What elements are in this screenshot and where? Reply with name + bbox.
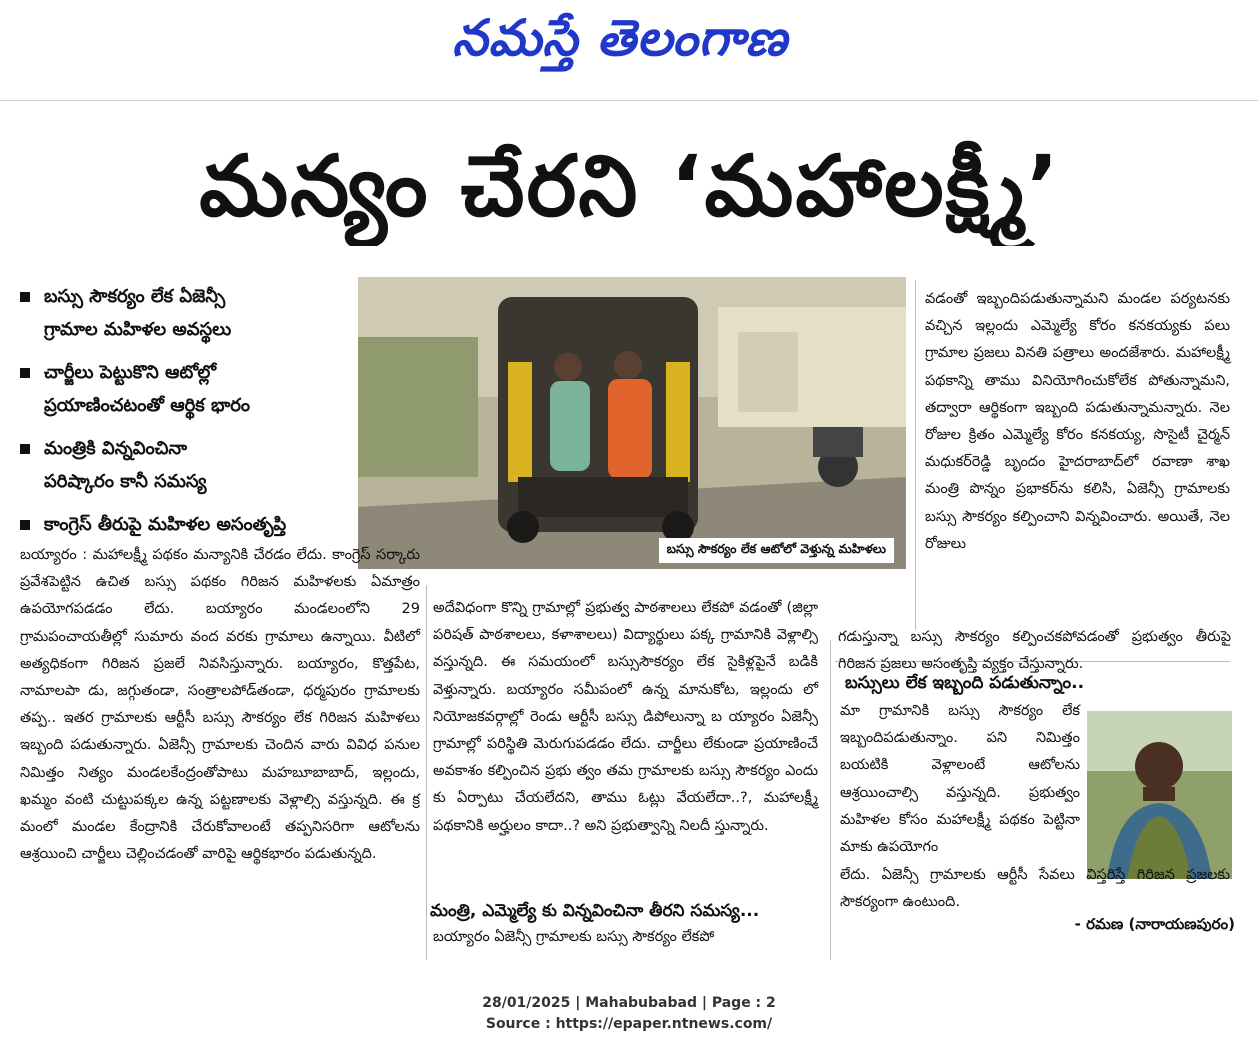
bullet-square-icon [20,368,30,378]
article-text: మా గ్రామానికి బస్సు సౌకర్యం లేక ఇబ్బందిపడుతున్నాం. పని నిమిత్తం బయటికి వెళ్లాలంటే ఆటోలను ఆశ్రయించాల్సి వస్తున్నది. ప్రభుత్వం మహిళల కోసం మహాలక్ష్మీ పథకం పెట్టినా మాకు ఉపయోగం [840,703,1080,856]
article-text: బయ్యారం ఏజెన్సీ గ్రామాలకు బస్సు సౌకర్యం లేకపో [433,929,715,945]
bullet-square-icon [20,292,30,302]
article-column-2-continued [433,924,818,951]
article-text: వడంతో ఇబ్బందిపడుతున్నామని మండల పర్యటనకు వచ్చిన ఇల్లందు ఎమ్మెల్యే కోరం కనకయ్యకు పలు గ్రామాల ప్రజలు వినతి పత్రాలు అందజేశారు. మహాలక్ష్మీ పథకాన్ని తాము వినియోగించుకోలేక పోతున్నామని, తద్వారా ఆర్థికంగా ఇబ్బంది పడుతున్నామన్నారు. నెల రోజుల క్రితం ఎమ్మెల్యే కోరం కనకయ్య, సొసైటీ చైర్మన్ మధుకర్‌రెడ్డి బృందం హైదరాబాద్‌లో రవాణా శాఖ మంత్రి పొన్నం ప్రభాకర్‌ను కలిసి, ఏజెన్సీ గ్రామాలకు బస్సు సౌకర్యం కల్పించాని విన్నవించారు. అయితే, నెల రోజులు [925,291,1230,552]
quote-signature: - రమణ (నారాయణపురం) [1074,915,1235,933]
photo-caption: బస్సు సౌకర్యం లేక ఆటోలో వెళ్తున్న మహిళలు [659,538,894,563]
bullet-square-icon [20,520,30,530]
article-text: అదేవిధంగా కొన్ని గ్రామాల్లో ప్రభుత్వ పాఠశాలలు లేకపో వడంతో (జిల్లా పరిషత్ పాఠశాలలు, కళాశాలలు) విద్యార్థులు పక్క గ్రామానికి వెళ్లాల్సి వస్తున్నది. ఈ సమయంలో బస్సుసౌకర్యం లేక సైకిళ్లపైనే బడికి వెళ్తున్నారు. బయ్యారం సమీపంలో ఉన్న మానుకోట, ఇల్లందు లో నియోజకవర్గాల్లో రెండు ఆర్టీసీ బస్సు డిపోలున్నా బ య్యారం ఏజెన్సీ గ్రామాల్లో పరిస్థితి మెరుగుపడడం లేదు. చార్జీలు లేకుండా ప్రయాణించే అవకాశం కల్పించిన ప్రభు త్వం తమ గ్రామాలకు బస్సు సౌకర్యం ఎందు కు ఏర్పాటు చేయలేదని, తాము ఓట్లు వేయలేదా..?, మహాలక్ష్మీ పథకానికి అర్హులం కాదా..? అని ప్రభుత్వాన్ని నిలదీ స్తున్నారు. [433,600,818,834]
bullet-square-icon [20,444,30,454]
footer [0,993,1258,1035]
subheading: బస్సులు లేక ఇబ్బంది పడుతున్నాం.. [845,673,1085,693]
bullet-item [20,356,355,422]
bullet-line: గ్రామాల మహిళల అవస్థలు [44,319,232,340]
article-text: లేదు. ఏజెన్సీ గ్రామాలకు ఆర్టీసీ సేవలు విస్తరిస్తే గిరిజన ప్రజలకు సౌకర్యంగా ఉంటుంది. [840,867,1230,911]
column-divider [426,585,427,960]
bullet-item [20,508,355,541]
quote-text-continued [840,862,1230,916]
bullet-item [20,432,355,498]
portrait-photo [1087,711,1232,879]
article-column-3 [925,286,1230,558]
bullet-line: బస్సు సౌకర్యం లేక ఏజెన్సీ [44,286,226,307]
headline: మన్యం చేరని ‘మహాలక్ష్మీ’ [199,137,1061,235]
footer-date-line: 28/01/2025 | Mahabubabad | Page : 2 [482,995,776,1011]
bullet-line: కాంగ్రెస్ తీరుపై మహిళల అసంతృప్తి [44,514,287,535]
quote-text [840,698,1080,861]
bullet-line: చార్జీలు పెట్టుకొని ఆటోల్లో [44,362,216,383]
woman-portrait [1087,711,1232,879]
article-text: బయ్యారం : మహాలక్ష్మీ పథకం మన్యానికి చేరడం లేదు. కాంగ్రెస్ సర్కారు ప్రవేశపెట్టిన ఉచిత బస్సు పథకం గిరిజన మహిళలకు ఏమాత్రం ఉపయోగపడడం లేదు. బయ్యారం మండలంలోని 29 గ్రామపంచాయతీల్లో సుమారు వంద వరకు గ్రామాలు ఉన్నాయి. వీటిలో అత్యధికంగా గిరిజన ప్రజలే నివసిస్తున్నారు. బయ్యారం, కొత్తపేట, నామాలపా డు, జగ్గుతండా, సంత్రాలపోడ్‌తండా, ధర్మపురం గ్రామాలకు తప్ప.. ఇతర గ్రామాలకు ఆర్టీసీ బస్సు సౌకర్యం లేక గిరిజన మహిళలు ఇబ్బంది పడుతున్నారు. ఏజెన్సీ గ్రామాలకు చెందిన వారు వివిధ పనుల నిమిత్తం నిత్యం మండలకేంద్రంతోపాటు మహబూబాబాద్, ఇల్లందు, ఖమ్మం వంటి చుట్టుపక్కల ఉన్న పట్టణాలకు వెళ్లాల్సి వస్తున్నది. ఈ క్ర మంలో మండల కేంద్రానికి చేరుకోవాలంటే తప్పనిసరిగా ఆటోలను ఆశ్రయించి చార్జీలు చెల్లించడంతో వారిపై ఆర్థికభారం పడుతున్నది. [20,547,420,863]
article-text: గడుస్తున్నా బస్సు సౌకర్యం కల్పించకపోవడంతో ప్రభుత్వం తీరుపై గిరిజన ప్రజలు అసంతృప్తి వ్యక్తం చేస్తున్నారు. [838,629,1231,673]
highlight-bullets [20,280,355,551]
auto-rickshaw-photo [358,277,906,569]
bullet-item [20,280,355,346]
masthead [300,6,940,70]
news-photo [358,277,906,569]
article-column-1 [20,542,420,868]
bullet-line: ప్రయాణించటంతో ఆర్థిక భారం [44,395,251,416]
subheading: మంత్రి, ఎమ్మెల్యే కు విన్నవించినా తీరని సమస్య... [430,901,760,921]
bullet-line: పరిష్కారం కానీ సమస్య [44,471,207,492]
masthead-title: నమస్తే తెలంగాణ [452,9,788,67]
column-divider [830,640,831,960]
article-column-2 [433,595,818,840]
column-divider [915,280,916,630]
bullet-line: మంత్రికి విన్నవించినా [44,438,188,459]
footer-source-line[interactable]: Source : https://epaper.ntnews.com/ [485,1016,773,1032]
divider [0,100,1258,101]
